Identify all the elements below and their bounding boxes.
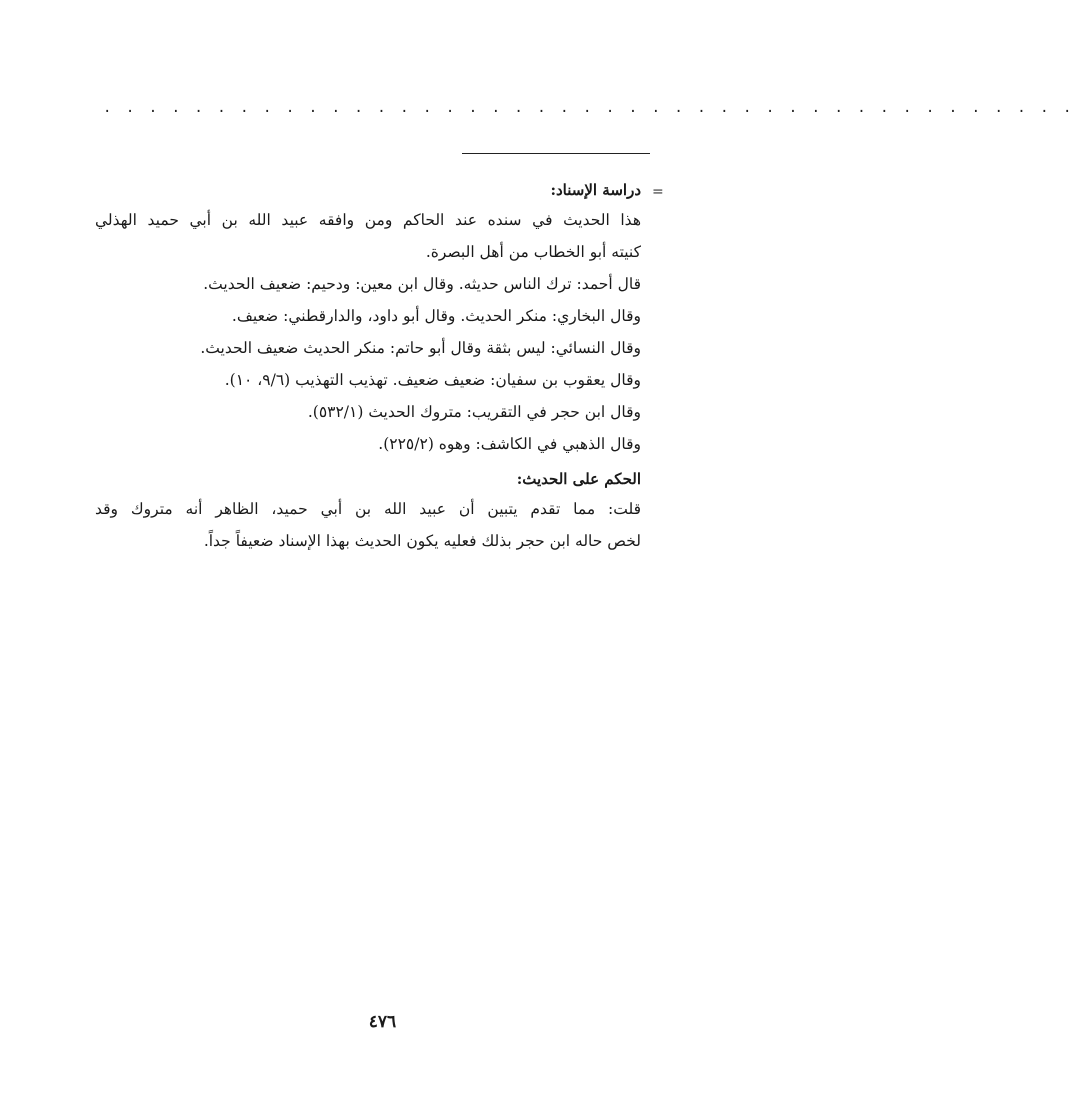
- isnad-study-heading: دراسة الإسناد:: [550, 181, 641, 199]
- ruling-line: قلت: مما تقدم يتبين أن عبيد الله بن أبي حميد، الظاهر أنه متروك وقد: [95, 500, 641, 518]
- isnad-line: وقال النسائي: ليس بثقة وقال أبو حاتم: منكر الحديث ضعيف الحديث.: [200, 339, 641, 357]
- footnote-rule: [462, 153, 650, 154]
- hadith-ruling-heading: الحكم على الحديث:: [516, 470, 641, 488]
- page-number: ٤٧٦: [368, 1012, 397, 1032]
- isnad-line: وقال يعقوب بن سفيان: ضعيف ضعيف. تهذيب التهذيب (٩/٦، ١٠).: [224, 371, 641, 389]
- isnad-line: وقال الذهبي في الكاشف: وهوه (٢٢٥/٢).: [378, 435, 641, 453]
- isnad-line: قال أحمد: ترك الناس حديثه. وقال ابن معين: ودحيم: ضعيف الحديث.: [203, 275, 641, 293]
- main-content: [95, 176, 641, 557]
- isnad-line: كنيته أبو الخطاب من أهل البصرة.: [425, 243, 641, 261]
- isnad-line: هذا الحديث في سنده عند الحاكم ومن وافقه عبيد الله بن أبي حميد الهذلي: [95, 211, 641, 229]
- dotted-separator: . . . . . . . . . . . . . . . . . . . . . . . . . . . . . . . . . . . . . . . . . . .: [103, 100, 1074, 116]
- ruling-line: لخص حاله ابن حجر بذلك فعليه يكون الحديث بهذا الإسناد ضعيفاً جداً.: [203, 532, 641, 550]
- side-mark: =: [652, 184, 664, 200]
- isnad-line: وقال البخاري: منكر الحديث. وقال أبو داود، والدارقطني: ضعيف.: [231, 307, 641, 325]
- isnad-line: وقال ابن حجر في التقريب: متروك الحديث (٥٣٢/١).: [307, 403, 641, 421]
